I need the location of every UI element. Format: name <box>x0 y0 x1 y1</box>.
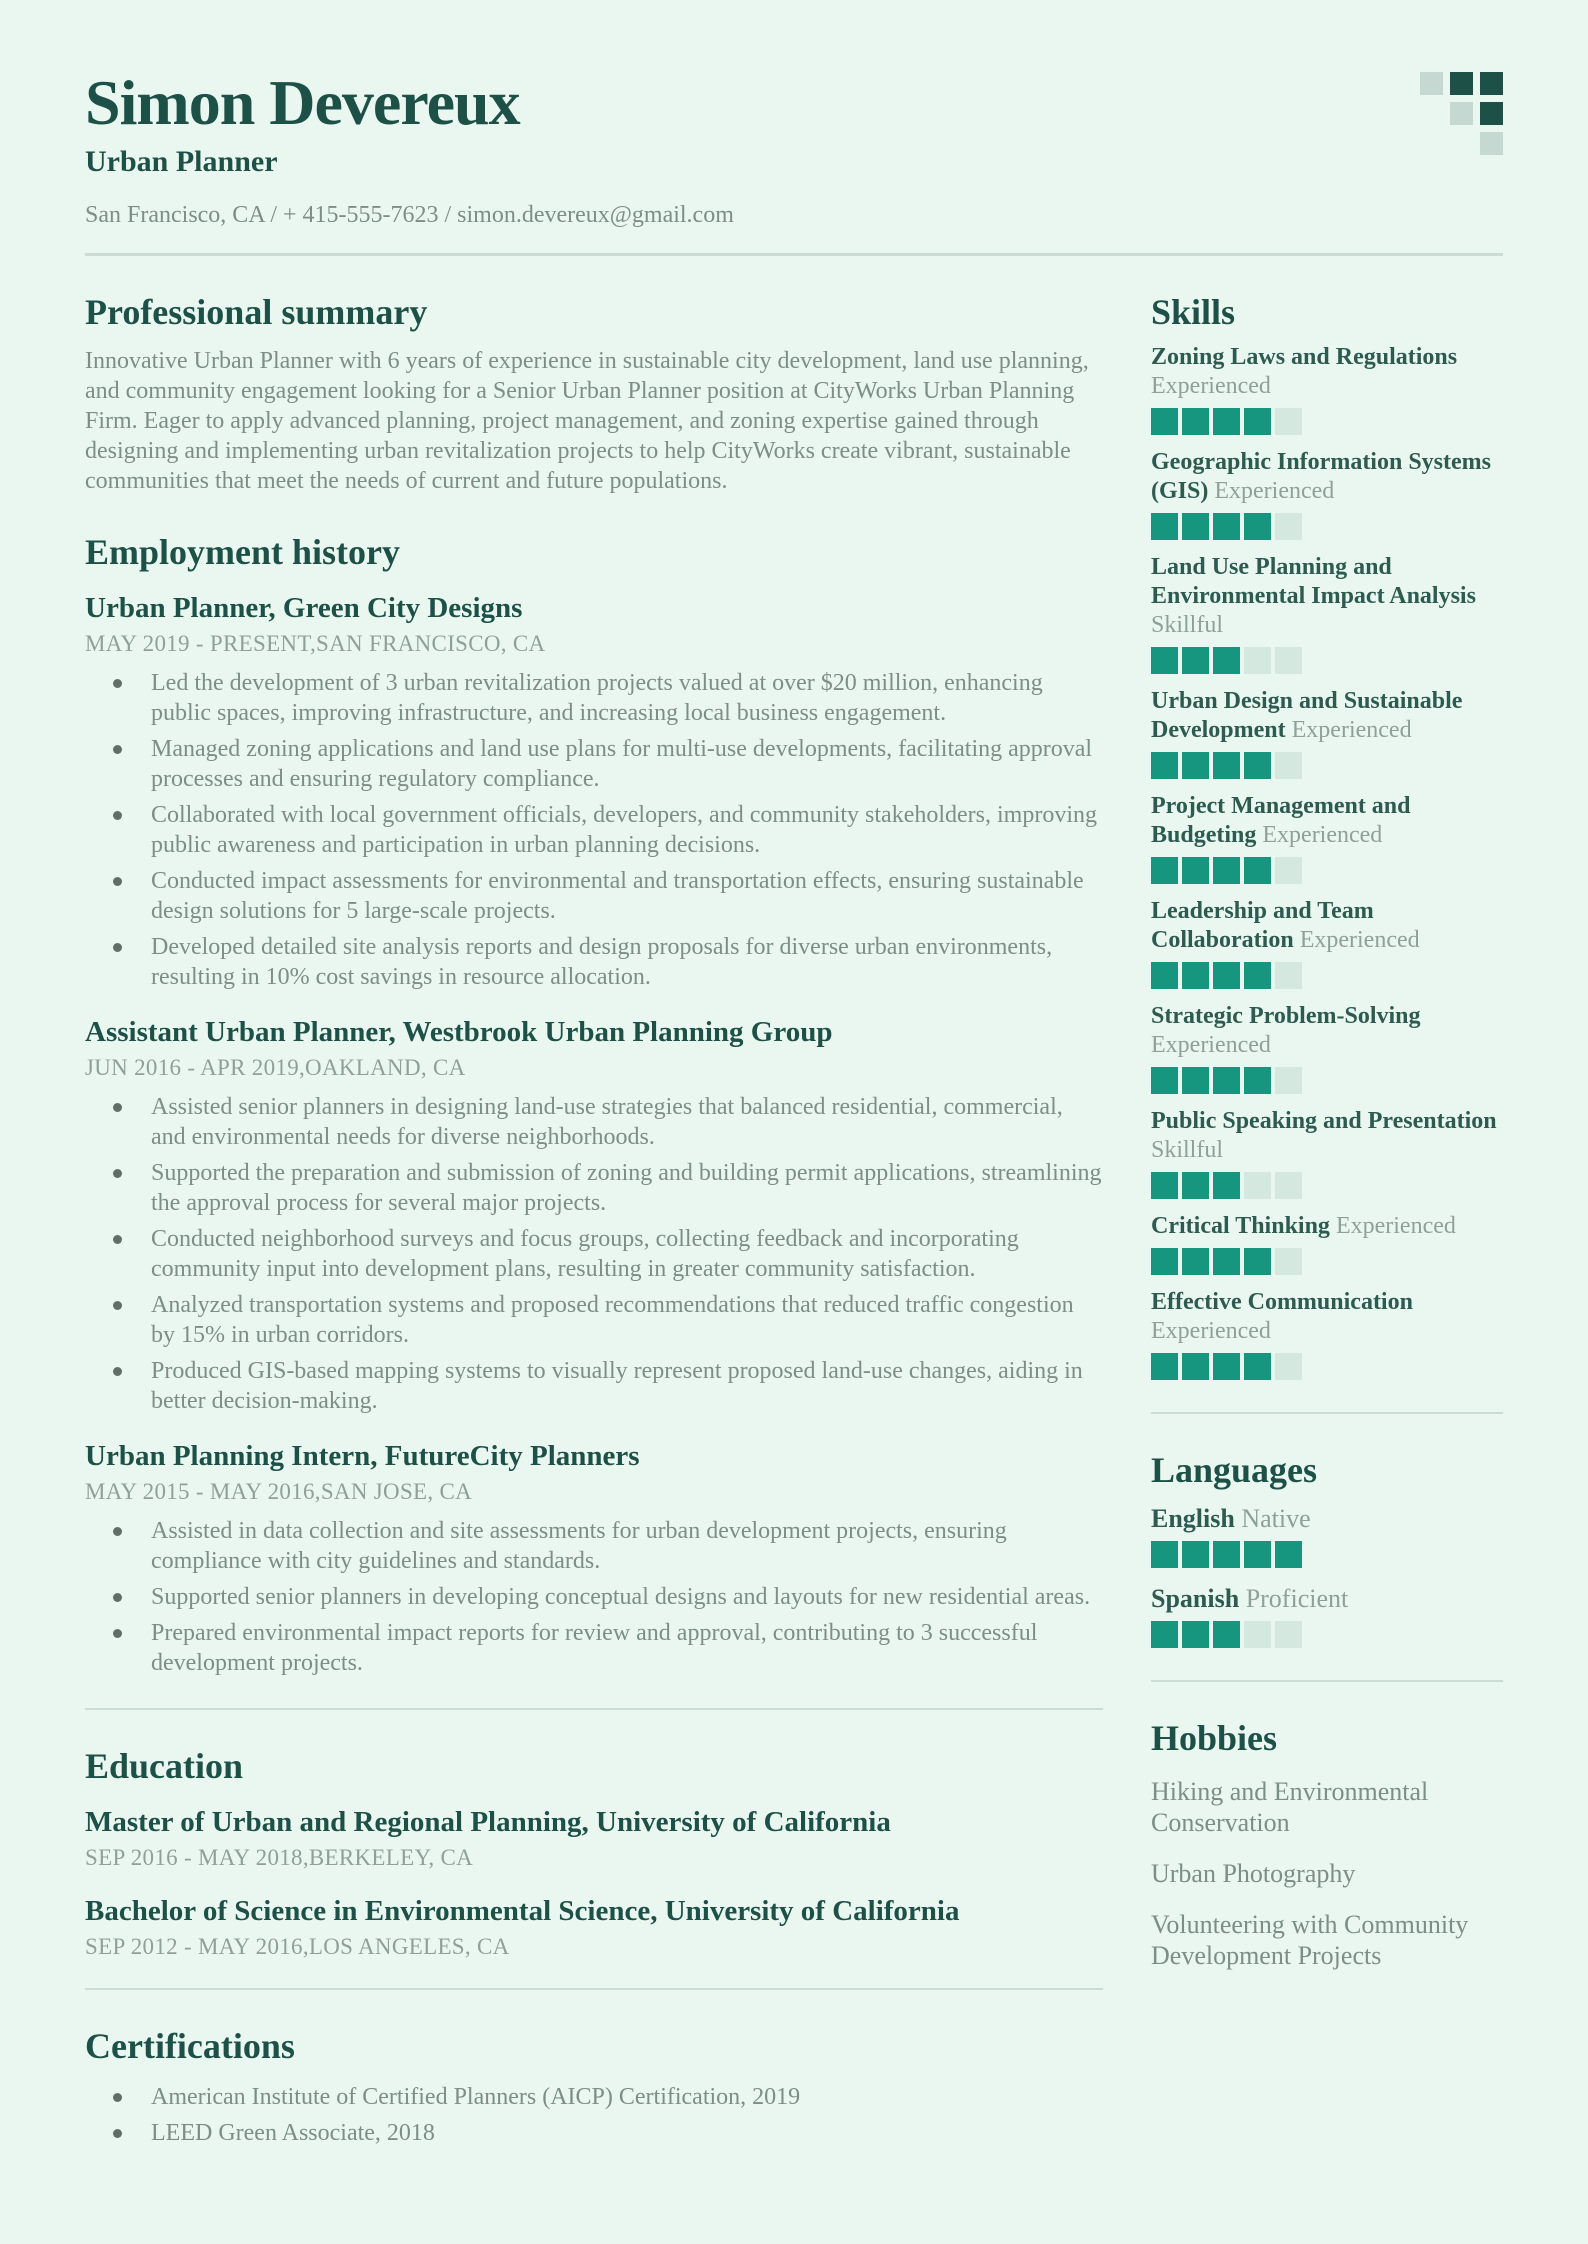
education-title: Bachelor of Science in Environmental Science, University of California <box>85 1895 960 1928</box>
skill-level: Experienced <box>1151 373 1271 400</box>
languages-heading: Languages <box>1151 1450 1318 1491</box>
skill-name: Strategic Problem-Solving <box>1151 1003 1421 1030</box>
bar-filled-square <box>1244 1353 1271 1380</box>
job-title: Assistant Urban Planner, Westbrook Urban Planning Group <box>85 1016 833 1049</box>
bar-empty-square <box>1275 857 1302 884</box>
job-bullet: Collaborated with local government officials, developers, and community stakeholders, improving public awareness and participation in urban planning decisions. <box>85 800 1103 860</box>
language-item <box>1151 1584 1503 1648</box>
skill-level: Experienced <box>1214 478 1335 505</box>
logo-cell <box>1420 72 1443 95</box>
job-bullet: Managed zoning applications and land use plans for multi-use developments, facilitating approval processes and ensuring regulatory compliance. <box>85 734 1103 794</box>
job-bullet: Produced GIS-based mapping systems to visually represent proposed land-use changes, aiding in better decision-making. <box>85 1356 1103 1416</box>
job-bullets <box>85 1092 1103 1416</box>
skill-bar <box>1151 513 1503 540</box>
sidebar-divider <box>1151 1412 1503 1414</box>
bar-filled-square <box>1213 857 1240 884</box>
bar-filled-square <box>1151 647 1178 674</box>
skill-line <box>1151 1002 1503 1060</box>
bar-filled-square <box>1151 1621 1178 1648</box>
bar-empty-square <box>1275 752 1302 779</box>
logo-cell <box>1480 72 1503 95</box>
skill-item <box>1151 1288 1503 1380</box>
bar-filled-square <box>1182 1541 1209 1568</box>
job-meta: MAY 2019 - PRESENT,SAN FRANCISCO, CA <box>85 631 546 657</box>
section-summary <box>85 294 1103 496</box>
job-meta: JUN 2016 - APR 2019,OAKLAND, CA <box>85 1055 466 1081</box>
summary-text: Innovative Urban Planner with 6 years of experience in sustainable city development, land use planning, and community engagement looking for a Senior Urban Planner position at CityWorks Urban Planning Firm. Eager to apply advanced planning, project management, and zoning expertise gained through designing and implementing urban revitalization projects to help CityWorks create vibrant, sustainable communities that meet the needs of current and future populations. <box>85 348 1089 495</box>
skill-bar <box>1151 962 1503 989</box>
bar-filled-square <box>1182 962 1209 989</box>
contact-line: San Francisco, CA / + 415-555-7623 / simon.devereux@gmail.com <box>85 202 734 229</box>
bar-filled-square <box>1151 513 1178 540</box>
bar-filled-square <box>1182 1621 1209 1648</box>
bar-filled-square <box>1213 1172 1240 1199</box>
bar-filled-square <box>1244 513 1271 540</box>
bar-empty-square <box>1275 647 1302 674</box>
language-name: Spanish <box>1151 1584 1240 1614</box>
skill-level: Skillful <box>1151 612 1224 639</box>
job-meta: MAY 2015 - MAY 2016,SAN JOSE, CA <box>85 1479 473 1505</box>
job-bullets <box>85 668 1103 992</box>
bar-empty-square <box>1275 1621 1302 1648</box>
bar-empty-square <box>1275 1172 1302 1199</box>
job-bullet: Conducted neighborhood surveys and focus groups, collecting feedback and incorporating community input into development plans, resulting in greater community satisfaction. <box>85 1224 1103 1284</box>
bar-filled-square <box>1244 752 1271 779</box>
skill-line <box>1151 792 1503 850</box>
job-entry <box>85 1442 1103 1678</box>
bar-filled-square <box>1151 1353 1178 1380</box>
certification-list <box>85 2082 1103 2148</box>
logo-cell <box>1480 132 1503 155</box>
candidate-title: Urban Planner <box>85 145 278 179</box>
section-divider <box>85 1708 1103 1710</box>
header <box>85 67 1503 229</box>
hobby-item: Volunteering with Community Development Projects <box>1151 1910 1469 1971</box>
skill-level: Experienced <box>1151 1032 1271 1059</box>
section-languages <box>1151 1452 1503 1648</box>
bar-filled-square <box>1182 408 1209 435</box>
bar-empty-square <box>1244 1172 1271 1199</box>
section-hobbies <box>1151 1720 1503 1971</box>
hobby-item: Hiking and Environmental Conservation <box>1151 1777 1429 1838</box>
bar-filled-square <box>1213 513 1240 540</box>
skill-name: Land Use Planning and Environmental Impact Analysis <box>1151 554 1476 610</box>
hobby-item: Urban Photography <box>1151 1859 1356 1889</box>
bar-filled-square <box>1151 752 1178 779</box>
job-entry <box>85 594 1103 992</box>
bar-filled-square <box>1244 962 1271 989</box>
logo-cell <box>1450 102 1473 125</box>
job-bullet: Prepared environmental impact reports for review and approval, contributing to 3 successful development projects. <box>85 1618 1103 1678</box>
bar-filled-square <box>1182 1248 1209 1275</box>
logo-cell <box>1450 132 1473 155</box>
bar-filled-square <box>1182 1067 1209 1094</box>
skill-bar <box>1151 408 1503 435</box>
skill-bar <box>1151 1248 1503 1275</box>
job-bullet: Assisted senior planners in designing land-use strategies that balanced residential, commercial, and environmental needs for diverse neighborhoods. <box>85 1092 1103 1152</box>
bar-filled-square <box>1151 857 1178 884</box>
job-bullet: Assisted in data collection and site assessments for urban development projects, ensuring compliance with city guidelines and standards. <box>85 1516 1103 1576</box>
job-bullet: Developed detailed site analysis reports and design proposals for diverse urban environments, resulting in 10% cost savings in resource allocation. <box>85 932 1103 992</box>
skill-item <box>1151 1212 1503 1275</box>
brand-logo <box>1420 72 1503 155</box>
skills-heading: Skills <box>1151 292 1236 333</box>
certification-item: American Institute of Certified Planners (AICP) Certification, 2019 <box>85 2082 1103 2112</box>
skill-level: Experienced <box>1262 822 1383 849</box>
skill-item <box>1151 687 1503 779</box>
job-bullet: Analyzed transportation systems and proposed recommendations that reduced traffic congestion by 15% in urban corridors. <box>85 1290 1103 1350</box>
bar-filled-square <box>1182 647 1209 674</box>
candidate-name: Simon Devereux <box>85 67 520 138</box>
skill-bar <box>1151 752 1503 779</box>
job-entry <box>85 1018 1103 1416</box>
skill-item <box>1151 792 1503 884</box>
bar-filled-square <box>1213 752 1240 779</box>
bar-filled-square <box>1151 1067 1178 1094</box>
language-level: Proficient <box>1245 1584 1349 1614</box>
bar-empty-square <box>1275 962 1302 989</box>
bar-filled-square <box>1244 1541 1271 1568</box>
job-bullet: Led the development of 3 urban revitalization projects valued at over $20 million, enhancing public spaces, improving infrastructure, and increasing local business engagement. <box>85 668 1103 728</box>
logo-cell <box>1420 132 1443 155</box>
skill-item <box>1151 343 1503 435</box>
skill-name: Geographic Information Systems (GIS) <box>1151 449 1491 505</box>
bar-filled-square <box>1151 1172 1178 1199</box>
skill-line <box>1151 1107 1503 1165</box>
bar-filled-square <box>1244 1067 1271 1094</box>
certification-item: LEED Green Associate, 2018 <box>85 2118 1103 2148</box>
language-level: Native <box>1241 1504 1311 1534</box>
logo-cell <box>1450 72 1473 95</box>
skill-name: Leadership and Team Collaboration <box>1151 898 1374 954</box>
bar-empty-square <box>1275 513 1302 540</box>
section-employment <box>85 534 1103 1678</box>
skill-level: Experienced <box>1335 1213 1456 1240</box>
skill-item <box>1151 1107 1503 1199</box>
hobbies-heading: Hobbies <box>1151 1718 1278 1759</box>
education-meta: SEP 2012 - MAY 2016,LOS ANGELES, CA <box>85 1934 510 1960</box>
bar-filled-square <box>1151 408 1178 435</box>
bar-empty-square <box>1275 1353 1302 1380</box>
bar-filled-square <box>1213 1353 1240 1380</box>
job-bullet: Conducted impact assessments for environmental and transportation effects, ensuring sustainable design solutions for 5 large-scale projects. <box>85 866 1103 926</box>
skill-bar <box>1151 857 1503 884</box>
skill-bar <box>1151 1353 1503 1380</box>
skill-name: Public Speaking and Presentation <box>1151 1108 1497 1135</box>
job-title: Urban Planner, Green City Designs <box>85 592 523 625</box>
skill-name: Project Management and Budgeting <box>1151 793 1411 849</box>
job-bullet: Supported senior planners in developing conceptual designs and layouts for new residential areas. <box>85 1582 1103 1612</box>
skill-bar <box>1151 1172 1503 1199</box>
skill-item <box>1151 1002 1503 1094</box>
bar-filled-square <box>1244 1248 1271 1275</box>
bar-filled-square <box>1151 1248 1178 1275</box>
sidebar <box>1151 256 1503 1971</box>
bar-filled-square <box>1151 1541 1178 1568</box>
certifications-heading: Certifications <box>85 2026 295 2067</box>
bar-filled-square <box>1213 962 1240 989</box>
skill-name: Effective Communication <box>1151 1289 1413 1316</box>
bar-filled-square <box>1244 408 1271 435</box>
bar-filled-square <box>1213 647 1240 674</box>
logo-cell <box>1480 102 1503 125</box>
skill-line <box>1151 448 1503 506</box>
language-item <box>1151 1504 1503 1568</box>
education-title: Master of Urban and Regional Planning, University of California <box>85 1806 891 1839</box>
skill-item <box>1151 553 1503 674</box>
bar-filled-square <box>1213 1621 1240 1648</box>
skill-name: Zoning Laws and Regulations <box>1151 344 1458 371</box>
language-line <box>1151 1504 1503 1534</box>
language-name: English <box>1151 1504 1235 1534</box>
bar-filled-square <box>1213 408 1240 435</box>
bar-filled-square <box>1182 752 1209 779</box>
bar-filled-square <box>1182 1353 1209 1380</box>
job-bullet: Supported the preparation and submission of zoning and building permit applications, streamlining the approval process for several major projects. <box>85 1158 1103 1218</box>
section-divider <box>85 1988 1103 1990</box>
bar-filled-square <box>1182 1172 1209 1199</box>
job-title: Urban Planning Intern, FutureCity Planners <box>85 1440 640 1473</box>
section-certifications <box>85 2028 1103 2148</box>
language-bar <box>1151 1621 1503 1648</box>
bar-filled-square <box>1213 1067 1240 1094</box>
bar-filled-square <box>1213 1248 1240 1275</box>
bar-filled-square <box>1182 513 1209 540</box>
bar-filled-square <box>1182 857 1209 884</box>
education-heading: Education <box>85 1746 244 1787</box>
bar-empty-square <box>1275 1067 1302 1094</box>
job-bullets <box>85 1516 1103 1678</box>
skill-line <box>1151 553 1503 640</box>
skill-level: Experienced <box>1151 1318 1271 1345</box>
bar-empty-square <box>1275 408 1302 435</box>
skill-name: Urban Design and Sustainable Development <box>1151 688 1463 744</box>
logo-cell <box>1420 102 1443 125</box>
content-columns <box>85 256 1503 2154</box>
bar-filled-square <box>1213 1541 1240 1568</box>
language-line <box>1151 1584 1503 1614</box>
skill-level: Experienced <box>1299 927 1420 954</box>
bar-filled-square <box>1275 1541 1302 1568</box>
skill-line <box>1151 1288 1503 1346</box>
skill-bar <box>1151 647 1503 674</box>
bar-filled-square <box>1151 962 1178 989</box>
language-bar <box>1151 1541 1503 1568</box>
education-entry <box>85 1897 1103 1958</box>
skill-line <box>1151 343 1503 401</box>
education-entry <box>85 1808 1103 1869</box>
sidebar-divider <box>1151 1680 1503 1682</box>
skill-line <box>1151 687 1503 745</box>
main-column <box>85 256 1103 2154</box>
skill-name: Critical Thinking <box>1151 1213 1330 1240</box>
skill-line <box>1151 897 1503 955</box>
education-meta: SEP 2016 - MAY 2018,BERKELEY, CA <box>85 1845 474 1871</box>
bar-filled-square <box>1244 857 1271 884</box>
skill-level: Experienced <box>1291 717 1412 744</box>
skill-line <box>1151 1212 1503 1241</box>
employment-heading: Employment history <box>85 532 400 573</box>
summary-heading: Professional summary <box>85 292 428 333</box>
section-skills <box>1151 294 1503 1380</box>
bar-empty-square <box>1244 647 1271 674</box>
skill-level: Skillful <box>1151 1137 1224 1164</box>
section-education <box>85 1748 1103 1958</box>
bar-empty-square <box>1275 1248 1302 1275</box>
bar-empty-square <box>1244 1621 1271 1648</box>
skill-item <box>1151 897 1503 989</box>
skill-item <box>1151 448 1503 540</box>
skill-bar <box>1151 1067 1503 1094</box>
